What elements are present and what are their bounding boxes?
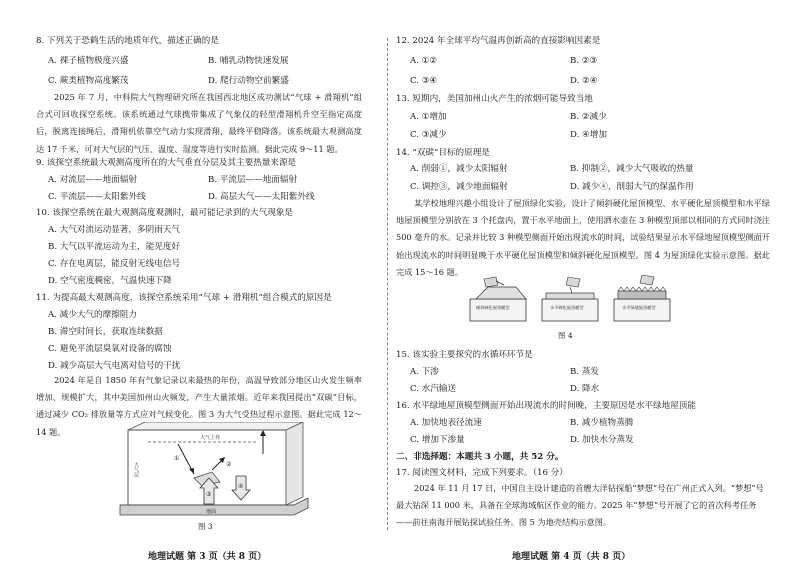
left-page: [0, 0, 386, 579]
q14-option-a[interactable]: A. 削弱①，减少太阳辐射: [410, 164, 508, 174]
figure-3-caption: 图 3: [198, 522, 213, 531]
q11-option-c[interactable]: C. 避免平流层臭氧对设备的腐蚀: [48, 344, 172, 354]
fig3-marker-4: ④: [238, 483, 244, 490]
q13-option-c[interactable]: C. ③减少: [410, 130, 447, 140]
q16-option-a[interactable]: A. 加快地表径流速: [410, 418, 482, 428]
q11-stem: 11. 为提高最大观测高度，该探空系统采用“气球 + 滑翔机”组合模式的原因是: [36, 293, 332, 303]
passage-2: 2024 年是自 1850 年有气象记录以来最热的年份，高温导致部分地区山火发生频率增加、规模扩大，其中美国加州山火频发，产生大量浓烟。近年来我国提出“双碳”目标，通过减少 CO₂ 排放量等方式应对气候变化。图 3 为大气受热过程示意图。据此完成 12～14 题。: [36, 375, 362, 437]
q9-option-d[interactable]: D. 高层大气——太阳紫外线: [208, 192, 315, 202]
q11-option-a[interactable]: A. 减少大气的摩擦阻力: [48, 310, 138, 320]
q14-stem: 14. “双碳”目标的原理是: [396, 148, 490, 158]
footer-right: 地理试题 第 4 页（共 8 页）: [512, 552, 631, 562]
fig3-top-label: 大气上界: [200, 435, 221, 441]
q15-option-c[interactable]: C. 水汽输送: [410, 384, 457, 394]
fig3-ground-label: 地面: [206, 509, 217, 515]
q8-stem: 8. 下列关于恐鹤生活的地质年代，描述正确的是: [36, 36, 219, 46]
q11-option-d[interactable]: D. 减少高层大气电离对信号的干扰: [48, 361, 181, 371]
q12-option-c[interactable]: C. ③④: [410, 76, 438, 86]
q14-option-b[interactable]: B. 抑制②，减少大气吸收的热量: [570, 164, 694, 174]
q9-stem: 9. 该探空系统最大观测高度所在的大气垂直分层及其主要热量来源是: [36, 158, 297, 168]
page-divider: [387, 38, 388, 530]
q8-option-d[interactable]: D. 爬行动物空前繁盛: [208, 76, 289, 86]
fig3-marker-3: ③: [206, 491, 212, 498]
q16-stem: 16. 水平绿地屋顶模型侧面开始出现流水的时间晚，主要原因是水平绿地屋顶能: [396, 401, 696, 411]
q15-option-d[interactable]: D. 降水: [570, 384, 600, 394]
q10-option-b[interactable]: B. 大气以平流运动为主，能见度好: [48, 242, 181, 252]
figure-4-roof-experiment: [466, 275, 676, 327]
q11-option-b[interactable]: B. 滞空时间长，获取连续数据: [48, 327, 163, 337]
q15-stem: 15. 该实验主要探究的水循环环节是: [396, 350, 533, 360]
q14-option-d[interactable]: D. 减少④，削弱大气的保温作用: [570, 182, 694, 192]
figure-4-caption: 图 4: [558, 331, 573, 340]
q8-option-c[interactable]: C. 蕨类植物高度繁茂: [48, 76, 129, 86]
q12-option-b[interactable]: B. ②③: [570, 56, 598, 66]
q8-option-b[interactable]: B. 哺乳动物快速发展: [208, 56, 289, 66]
q9-option-a[interactable]: A. 对流层——地面辐射: [48, 175, 138, 185]
q13-option-b[interactable]: B. ②减少: [570, 112, 607, 122]
q8-option-a[interactable]: A. 裸子植物极度兴盛: [48, 56, 129, 66]
figure-3-atmosphere-heating: [108, 422, 318, 520]
q10-option-c[interactable]: C. 存在电离层，能反射无线电信号: [48, 259, 181, 269]
fig4-model-1-label: 倾斜硬化屋顶模型: [476, 305, 510, 310]
q13-option-a[interactable]: A. ①增加: [410, 112, 447, 122]
q17-stem: 17. 阅读图文材料，完成下列要求。（16 分）: [396, 468, 568, 478]
q13-option-d[interactable]: D. ④增加: [570, 130, 607, 140]
passage-1: 2025 年 7 月，中科院大气物理研究所在我国西北地区成功测试“气球 + 滑翔机”组合式可回收探空系统。该系统通过气球携带集成了气象仪的轻型滑翔机升空至指定高度后，脱离连接绳后，滑翔机依靠空气动力实现滑翔，最终平稳降落。该系统最大观测高度达 17 千米，可对大气层的气压、温度、湿度等进行实时监测。据此完成 9～11 题。: [36, 92, 362, 154]
passage-4: 2024 年 11 月 17 日，中国自主设计建造的首艘大洋钻探船“梦想”号在广州正式入列。“梦想”号最大钻深 11 000 米，具备在全球海域航区作业的能力。2025 年“梦想”号开展了它的首次科考任务——前往南海开展钻探试验任务。图 5 为地壳结构示意图。: [396, 483, 764, 527]
q12-option-a[interactable]: A. ①②: [410, 56, 438, 66]
section-2-heading: 二、非选择题：本题共 3 小题，共 52 分。: [396, 452, 564, 462]
fig3-side-label: 大气层: [133, 462, 139, 477]
q9-option-b[interactable]: B. 平流层——地面辐射: [208, 175, 298, 185]
footer-left: 地理试题 第 3 页（共 8 页）: [148, 552, 267, 562]
fig3-marker-1: ①: [174, 455, 180, 462]
fig4-model-3-label: 水平绿地屋顶模型: [622, 305, 656, 310]
q16-option-c[interactable]: C. 增加下渗量: [410, 435, 465, 445]
q10-option-d[interactable]: D. 空气密度稠密，气温快速下降: [48, 276, 172, 286]
q10-stem: 10. 该探空系统在最大观测高度观测时，最可能记录到的大气现象是: [36, 208, 294, 218]
q13-stem: 13. 短期内，美国加州山火产生的浓烟可能导致当地: [396, 94, 593, 104]
q15-option-b[interactable]: B. 蒸发: [570, 367, 599, 377]
q14-option-c[interactable]: C. 调控③，减少地面辐射: [410, 182, 508, 192]
q10-option-a[interactable]: A. 大气对流运动显著，多阴雨天气: [48, 225, 180, 235]
q16-option-b[interactable]: B. 减少植物蒸腾: [570, 418, 634, 428]
q12-option-d[interactable]: D. ②④: [570, 76, 598, 86]
q16-option-d[interactable]: D. 加快水分蒸发: [570, 435, 634, 445]
fig4-model-2-label: 水平硬化屋顶模型: [550, 305, 584, 310]
passage-3: 某学校地理兴趣小组设计了屋顶绿化实验，设计了倾斜硬化屋顶模型、水平硬化屋顶模型和水平绿地屋顶模型分别放在 3 个托盘内，置于水平地面上，使用洒水壶在 3 种模型顶部以相同的方式同时浇注 500 毫升的水。记录并比较 3 种模型侧面开始出现流水的时间，试验结果显示水平绿地屋顶模型侧面开始出现流水的时间明显晚于水平硬化屋顶模型和倾斜硬化屋顶模型。图 4 为屋顶绿化实验示意图。据此完成 15～16 题。: [396, 198, 770, 277]
q12-stem: 12. 2024 年全球平均气温再创新高的直接影响因素是: [396, 36, 601, 46]
q9-option-c[interactable]: C. 平流层——太阳紫外线: [48, 192, 146, 202]
fig3-marker-2: ②: [226, 461, 232, 468]
right-page: [392, 0, 800, 579]
q15-option-a[interactable]: A. 下渗: [410, 367, 439, 377]
